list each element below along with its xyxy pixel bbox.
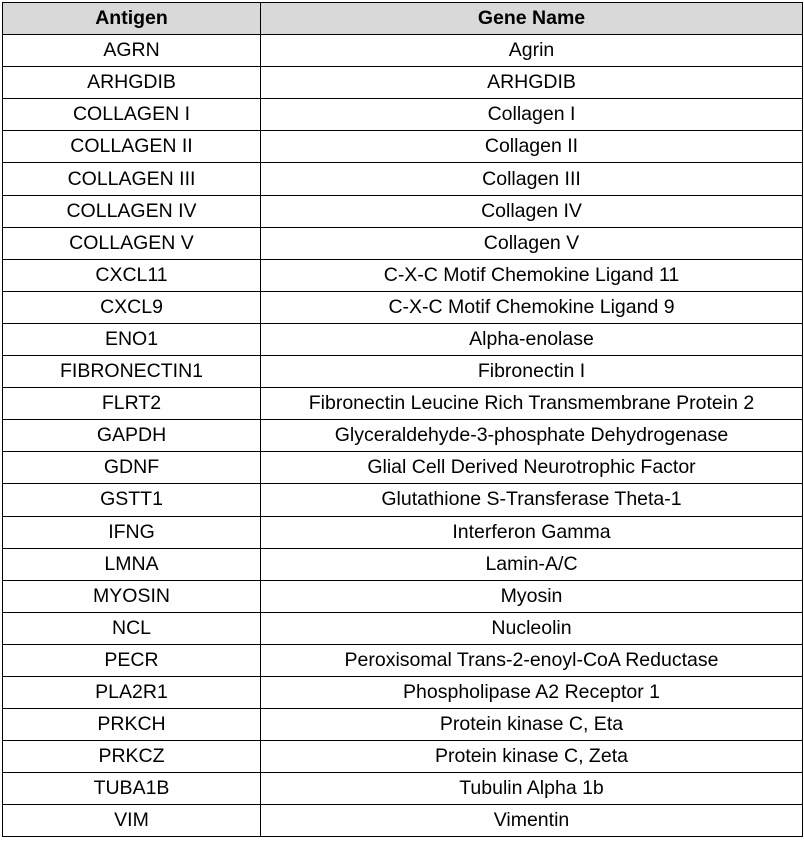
- gene-name-cell: Phospholipase A2 Receptor 1: [261, 676, 803, 708]
- header-row: [3, 3, 803, 35]
- gene-name-cell: Collagen V: [261, 227, 803, 259]
- gene-name-cell: Fibronectin I: [261, 356, 803, 388]
- gene-name-cell: Interferon Gamma: [261, 516, 803, 548]
- antigen-cell: COLLAGEN V: [3, 227, 261, 259]
- header-antigen: Antigen: [3, 3, 261, 35]
- table-header: [3, 3, 803, 35]
- gene-name-cell: Protein kinase C, Eta: [261, 709, 803, 741]
- gene-name-cell: Lamin-A/C: [261, 548, 803, 580]
- table-row: [3, 388, 803, 420]
- table-row: [3, 420, 803, 452]
- table-row: [3, 484, 803, 516]
- gene-name-cell: Glyceraldehyde-3-phosphate Dehydrogenase: [261, 420, 803, 452]
- gene-name-cell: ARHGDIB: [261, 67, 803, 99]
- table-row: [3, 35, 803, 67]
- antigen-cell: TUBA1B: [3, 773, 261, 805]
- table-row: [3, 163, 803, 195]
- antigen-cell: GAPDH: [3, 420, 261, 452]
- antigen-cell: GDNF: [3, 452, 261, 484]
- table-row: [3, 516, 803, 548]
- antigen-cell: NCL: [3, 612, 261, 644]
- antigen-cell: COLLAGEN II: [3, 131, 261, 163]
- antigen-cell: ARHGDIB: [3, 67, 261, 99]
- gene-name-cell: Protein kinase C, Zeta: [261, 741, 803, 773]
- antigen-cell: PECR: [3, 644, 261, 676]
- antigen-cell: FLRT2: [3, 388, 261, 420]
- gene-name-cell: Myosin: [261, 580, 803, 612]
- table-row: [3, 676, 803, 708]
- antigen-cell: LMNA: [3, 548, 261, 580]
- table-body: [3, 35, 803, 837]
- antigen-cell: PRKCZ: [3, 741, 261, 773]
- table-row: [3, 291, 803, 323]
- antigen-cell: VIM: [3, 805, 261, 837]
- table-row: [3, 805, 803, 837]
- table-row: [3, 259, 803, 291]
- table-row: [3, 773, 803, 805]
- antigen-cell: CXCL11: [3, 259, 261, 291]
- gene-name-cell: Agrin: [261, 35, 803, 67]
- antigen-cell: GSTT1: [3, 484, 261, 516]
- table-row: [3, 67, 803, 99]
- table-row: [3, 452, 803, 484]
- table-row: [3, 195, 803, 227]
- gene-name-cell: Glial Cell Derived Neurotrophic Factor: [261, 452, 803, 484]
- table-row: [3, 323, 803, 355]
- antigen-cell: COLLAGEN IV: [3, 195, 261, 227]
- table-row: [3, 580, 803, 612]
- antigen-cell: PRKCH: [3, 709, 261, 741]
- table-row: [3, 741, 803, 773]
- antigen-cell: IFNG: [3, 516, 261, 548]
- gene-name-cell: Collagen III: [261, 163, 803, 195]
- antigen-cell: COLLAGEN III: [3, 163, 261, 195]
- antigen-cell: FIBRONECTIN1: [3, 356, 261, 388]
- table-row: [3, 709, 803, 741]
- antigen-cell: COLLAGEN I: [3, 99, 261, 131]
- antigen-cell: CXCL9: [3, 291, 261, 323]
- table-row: [3, 227, 803, 259]
- header-gene-name: Gene Name: [261, 3, 803, 35]
- gene-name-cell: Vimentin: [261, 805, 803, 837]
- gene-name-cell: Fibronectin Leucine Rich Transmembrane Protein 2: [261, 388, 803, 420]
- antigen-cell: MYOSIN: [3, 580, 261, 612]
- antigen-gene-table: [2, 2, 803, 837]
- table-row: [3, 131, 803, 163]
- gene-name-cell: Tubulin Alpha 1b: [261, 773, 803, 805]
- antigen-cell: PLA2R1: [3, 676, 261, 708]
- gene-name-cell: Collagen I: [261, 99, 803, 131]
- gene-name-cell: C-X-C Motif Chemokine Ligand 9: [261, 291, 803, 323]
- gene-name-cell: Alpha-enolase: [261, 323, 803, 355]
- gene-name-cell: Nucleolin: [261, 612, 803, 644]
- table-row: [3, 356, 803, 388]
- table-row: [3, 612, 803, 644]
- antigen-cell: ENO1: [3, 323, 261, 355]
- gene-name-cell: Collagen II: [261, 131, 803, 163]
- gene-name-cell: Collagen IV: [261, 195, 803, 227]
- gene-name-cell: Peroxisomal Trans-2-enoyl-CoA Reductase: [261, 644, 803, 676]
- table-row: [3, 644, 803, 676]
- table-row: [3, 99, 803, 131]
- antigen-cell: AGRN: [3, 35, 261, 67]
- gene-name-cell: Glutathione S-Transferase Theta-1: [261, 484, 803, 516]
- gene-name-cell: C-X-C Motif Chemokine Ligand 11: [261, 259, 803, 291]
- table-row: [3, 548, 803, 580]
